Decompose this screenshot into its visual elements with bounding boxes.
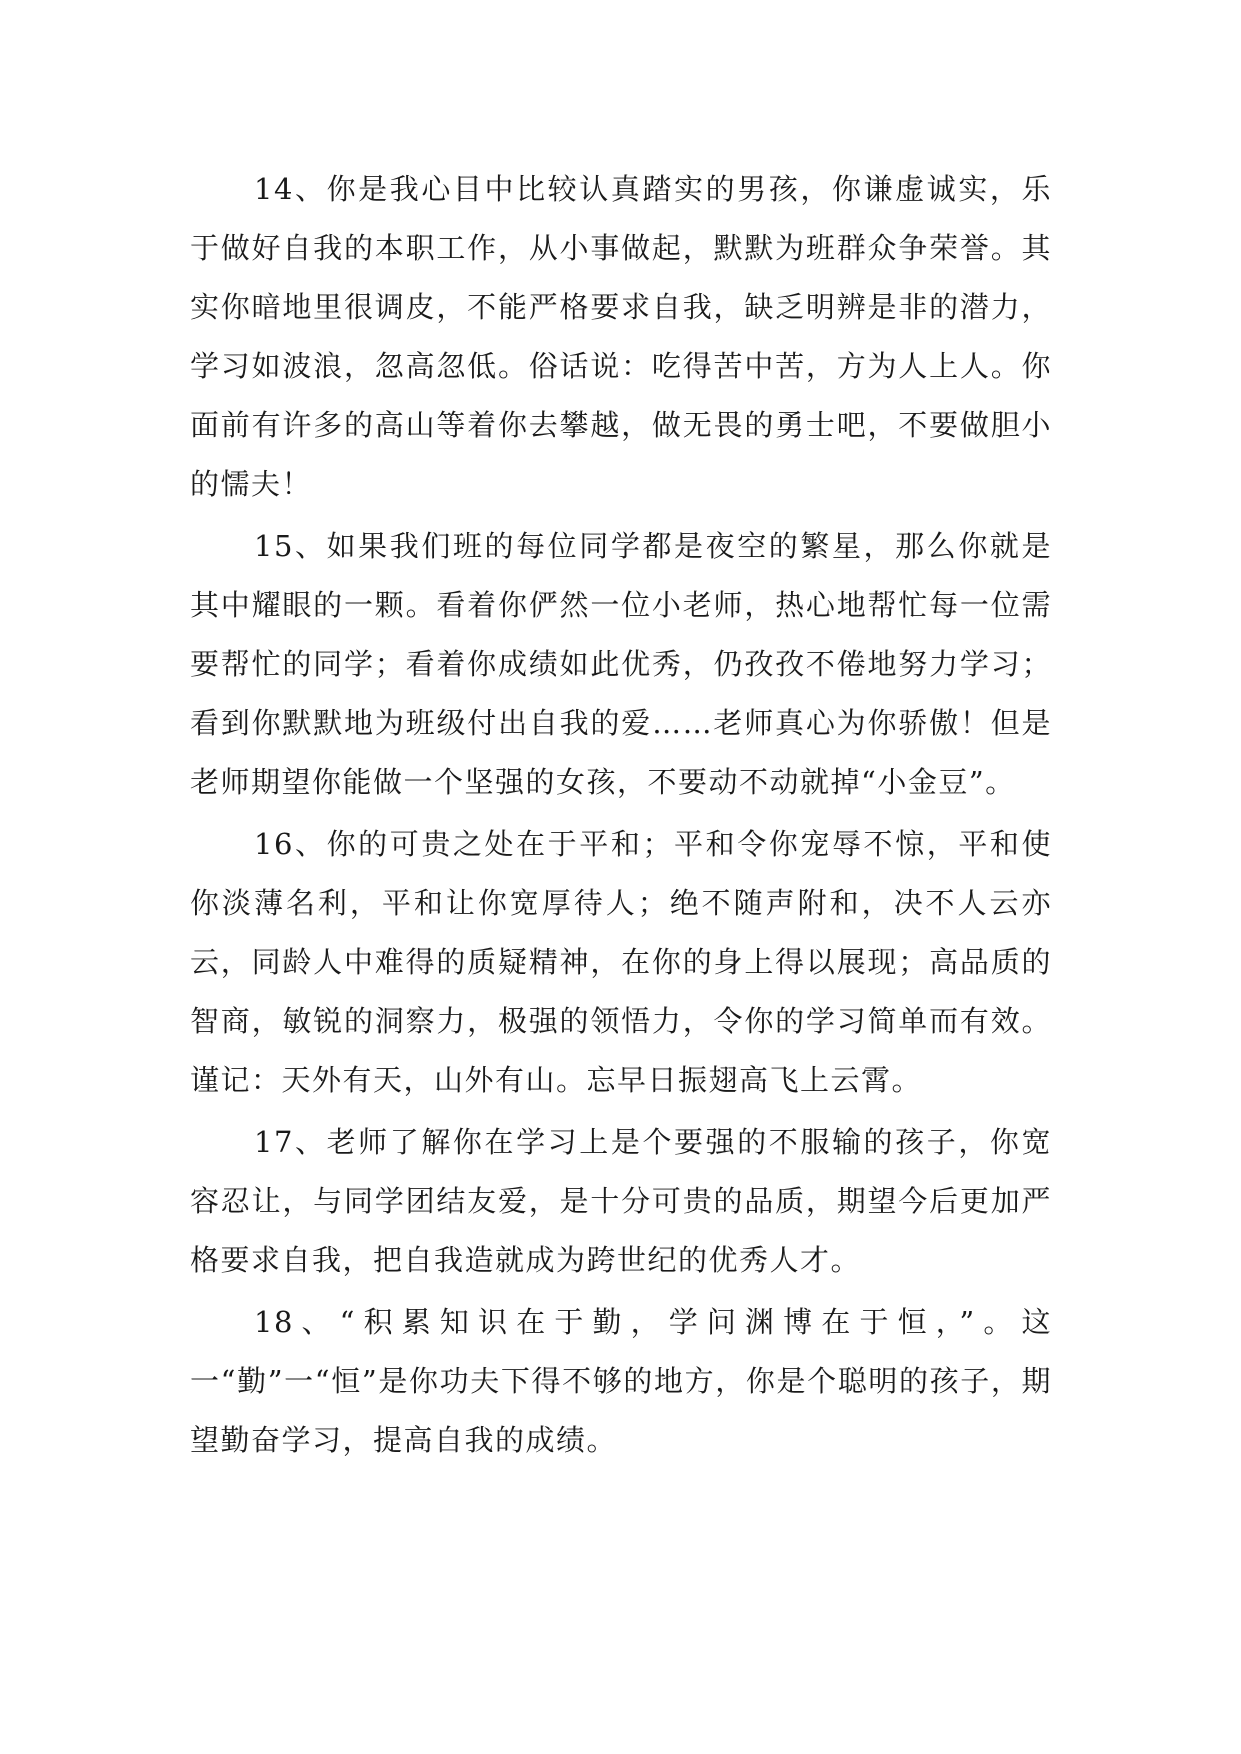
comment-paragraph-15: 15、如果我们班的每位同学都是夜空的繁星，那么你就是其中耀眼的一颗。看着你俨然一位小老师，热心地帮忙每一位需要帮忙的同学；看着你成绩如此优秀，仍孜孜不倦地努力学习；看到你默默地为班级付出自我的爱……老师真心为你骄傲！但是老师期望你能做一个坚强的女孩，不要动不动就掉“小金豆”。: [190, 529, 1052, 799]
document-body: [190, 160, 1052, 1473]
comment-paragraph-17: 17、老师了解你在学习上是个要强的不服输的孩子，你宽容忍让，与同学团结友爱，是十分可贵的品质，期望今后更加严格要求自我，把自我造就成为跨世纪的优秀人才。: [190, 1125, 1052, 1277]
comment-paragraph-16: 16、你的可贵之处在于平和；平和令你宠辱不惊，平和使你淡薄名利，平和让你宽厚待人；绝不随声附和，决不人云亦云，同龄人中难得的质疑精神，在你的身上得以展现；高品质的智商，敏锐的洞察力，极强的领悟力，令你的学习简单而有效。谨记：天外有天，山外有山。忘早日振翅高飞上云霄。: [190, 827, 1052, 1097]
comment-paragraph-18: 18、“积累知识在于勤，学问渊博在于恒，”。这一“勤”一“恒”是你功夫下得不够的地方，你是个聪明的孩子，期望勤奋学习，提高自我的成绩。: [190, 1305, 1052, 1457]
comment-paragraph-14: 14、你是我心目中比较认真踏实的男孩，你谦虚诚实，乐于做好自我的本职工作，从小事做起，默默为班群众争荣誉。其实你暗地里很调皮，不能严格要求自我，缺乏明辨是非的潜力，学习如波浪，忽高忽低。俗话说：吃得苦中苦，方为人上人。你面前有许多的高山等着你去攀越，做无畏的勇士吧，不要做胆小的懦夫！: [190, 172, 1052, 501]
